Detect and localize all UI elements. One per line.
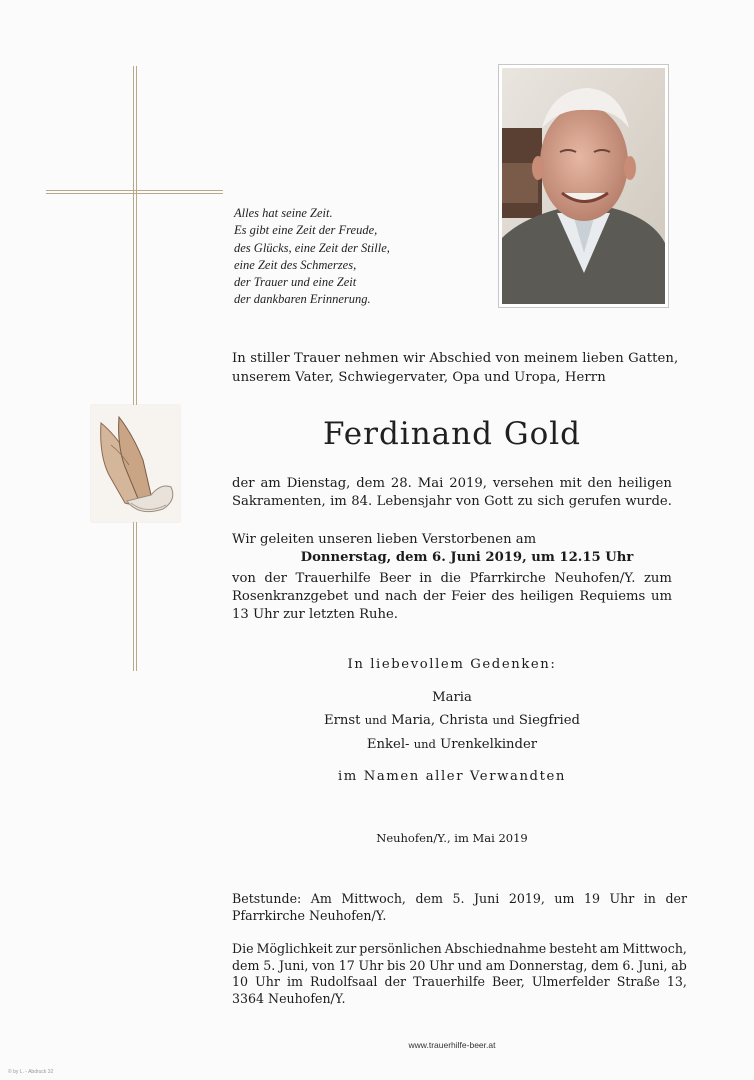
word: sich xyxy=(537,494,565,509)
word: der xyxy=(422,589,446,604)
word: Uhr xyxy=(609,891,635,906)
word: besteht xyxy=(549,941,597,956)
word: Beer, xyxy=(492,974,525,989)
word: Juni xyxy=(473,891,500,906)
word: Uhr xyxy=(358,957,384,973)
family-name: Enkel- xyxy=(366,737,410,752)
poem-line: des Glücks, eine Zeit der Stille, xyxy=(234,240,390,255)
word: Straße xyxy=(616,974,660,989)
word: 84. xyxy=(351,494,373,509)
word: persönlichen xyxy=(359,941,442,956)
praying-hands-icon xyxy=(91,405,180,522)
funeral-details-line xyxy=(232,588,672,606)
prayer-line: Pfarrkirche Neuhofen/Y. xyxy=(232,907,387,923)
word: und xyxy=(353,589,380,604)
word: in xyxy=(643,891,656,906)
word: Lebensjahr xyxy=(376,494,452,509)
word: Mittwoch, xyxy=(341,891,406,906)
family-name: Siegfried xyxy=(518,713,580,728)
word: der xyxy=(264,571,287,586)
word: in xyxy=(419,571,432,586)
word: von xyxy=(232,571,256,586)
word: Möglichkeit xyxy=(256,941,333,956)
word: des xyxy=(491,589,515,604)
word: Mittwoch, xyxy=(622,941,687,956)
prayer-hour xyxy=(232,891,687,924)
word: der xyxy=(665,891,687,906)
intro-line xyxy=(232,350,679,369)
word: dem xyxy=(591,957,619,973)
word: heiligen xyxy=(618,476,672,491)
word: 13, xyxy=(666,974,687,989)
word: versehen xyxy=(492,476,554,491)
word: der xyxy=(232,476,255,491)
death-notice-line xyxy=(232,475,672,493)
connector-word: und xyxy=(492,713,515,727)
word: 19 xyxy=(583,891,600,906)
family-line: Maria xyxy=(432,690,472,705)
death-notice xyxy=(232,475,672,511)
funeral-details-line xyxy=(232,570,672,588)
word: Donnerstag, xyxy=(508,957,588,973)
praying-hands-image xyxy=(91,405,180,522)
word: im xyxy=(330,494,347,509)
portrait-photo xyxy=(498,64,669,308)
word: Die xyxy=(232,941,254,956)
word: Beer xyxy=(379,571,411,586)
word: 5. xyxy=(263,957,276,973)
word: von xyxy=(455,494,480,509)
funeral-lead-line: Wir geleiten unseren lieben Verstorbenen am xyxy=(232,532,537,547)
word: 2019, xyxy=(449,476,487,491)
cross-horizontal-line xyxy=(46,193,223,194)
farewell-line xyxy=(232,974,687,991)
word: am xyxy=(260,476,281,491)
word: 10 xyxy=(232,974,249,989)
word: dem xyxy=(415,891,443,906)
word: Rudolfsaal xyxy=(310,974,378,989)
poem-line: eine Zeit des Schmerzes, xyxy=(234,257,357,272)
place-date: Neuhofen/Y., im Mai 2019 xyxy=(376,831,528,845)
word: zum xyxy=(643,571,672,586)
word: um xyxy=(554,891,575,906)
poem-line: Es gibt eine Zeit der Freude, xyxy=(234,223,378,238)
word: wurde. xyxy=(625,494,672,509)
farewell-line: 3364 Neuhofen/Y. xyxy=(232,990,346,1006)
word: um xyxy=(650,589,672,604)
word: Trauerhilfe xyxy=(413,974,485,989)
word: Feier xyxy=(451,589,486,604)
portrait-image xyxy=(502,68,665,304)
connector-word: und xyxy=(413,737,436,751)
poem-line: der dankbaren Erinnerung. xyxy=(234,292,371,307)
word: Sakramenten, xyxy=(232,494,326,509)
cross-vertical-line xyxy=(136,66,137,671)
word: bis xyxy=(387,957,406,973)
word: von xyxy=(312,957,335,973)
intro-text xyxy=(232,350,679,387)
on-behalf-text: im Namen aller Verwandten xyxy=(337,769,566,784)
word: heiligen xyxy=(520,589,574,604)
word: die xyxy=(440,571,461,586)
word: 6. xyxy=(622,957,635,973)
family-line xyxy=(232,737,672,752)
cross-horizontal-line xyxy=(46,190,223,191)
poem xyxy=(234,205,474,309)
intro-line-text: In stiller Trauer nehmen wir Abschied von meinem lieben Gatten, xyxy=(232,351,679,366)
poem-line: Alles hat seine Zeit. xyxy=(234,206,333,220)
word: der xyxy=(384,974,407,989)
word: Trauerhilfe xyxy=(295,571,371,586)
word: zur xyxy=(335,941,357,956)
word: Betstunde: xyxy=(232,891,302,906)
word: 17 xyxy=(338,957,355,973)
word: 2019, xyxy=(508,891,545,906)
word: Dienstag, xyxy=(286,476,351,491)
word: Uhr xyxy=(429,957,454,973)
word: gerufen xyxy=(568,494,621,509)
death-notice-line xyxy=(232,493,672,511)
word: den xyxy=(587,476,613,491)
word: ab xyxy=(671,957,687,973)
family-name: Maria, Christa xyxy=(391,713,489,728)
intro-line: unserem Vater, Schwiegervater, Opa und Uropa, Herrn xyxy=(232,369,606,385)
word: und xyxy=(457,957,482,973)
farewell-info xyxy=(232,941,687,1007)
connector-word: und xyxy=(364,713,387,727)
word: am xyxy=(599,941,620,956)
word: nach xyxy=(385,589,418,604)
word: Am xyxy=(310,891,332,906)
word: 28. xyxy=(390,476,412,491)
funeral-date-time: Donnerstag, dem 6. Juni 2019, um 12.15 Uhr xyxy=(300,550,634,565)
word: Requiems xyxy=(579,589,646,604)
family-name: Urenkelkinder xyxy=(440,737,538,752)
word: am xyxy=(485,957,506,973)
word: Rosenkranzgebet xyxy=(232,589,349,604)
family-line xyxy=(232,713,672,728)
farewell-line xyxy=(232,941,687,958)
deceased-name: Ferdinand Gold xyxy=(322,416,582,452)
poem-line: der Trauer und eine Zeit xyxy=(234,275,357,290)
word: dem xyxy=(356,476,385,491)
word: dem xyxy=(232,957,260,973)
word: Juni, xyxy=(279,957,309,973)
cross-vertical-line xyxy=(133,66,134,671)
prayer-line xyxy=(232,891,687,908)
funeral-details-line: 13 Uhr zur letzten Ruhe. xyxy=(232,607,398,622)
family-name: Ernst xyxy=(323,713,361,728)
funeral-lead xyxy=(232,531,672,567)
word: Gott xyxy=(484,494,514,509)
word: 20 xyxy=(409,957,426,973)
website-link[interactable]: www.trauerhilfe-beer.at xyxy=(408,1040,496,1050)
funeral-details xyxy=(232,570,672,624)
word: Abschiednahme xyxy=(444,941,547,956)
footer-code: © by L. - Abdruck 32 xyxy=(8,1069,54,1075)
word: im xyxy=(286,974,303,989)
word: Pfarrkirche xyxy=(469,571,546,586)
word: mit xyxy=(559,476,582,491)
word: Uhr xyxy=(255,974,280,989)
word: Mai xyxy=(417,476,444,491)
memory-heading: In liebevollem Gedenken: xyxy=(347,657,557,672)
word: 5. xyxy=(452,891,465,906)
word: Ulmerfelder xyxy=(531,974,610,989)
word: Juni, xyxy=(638,957,668,973)
word: zu xyxy=(517,494,534,509)
farewell-line xyxy=(232,958,687,975)
word: Neuhofen/Y. xyxy=(554,571,636,586)
